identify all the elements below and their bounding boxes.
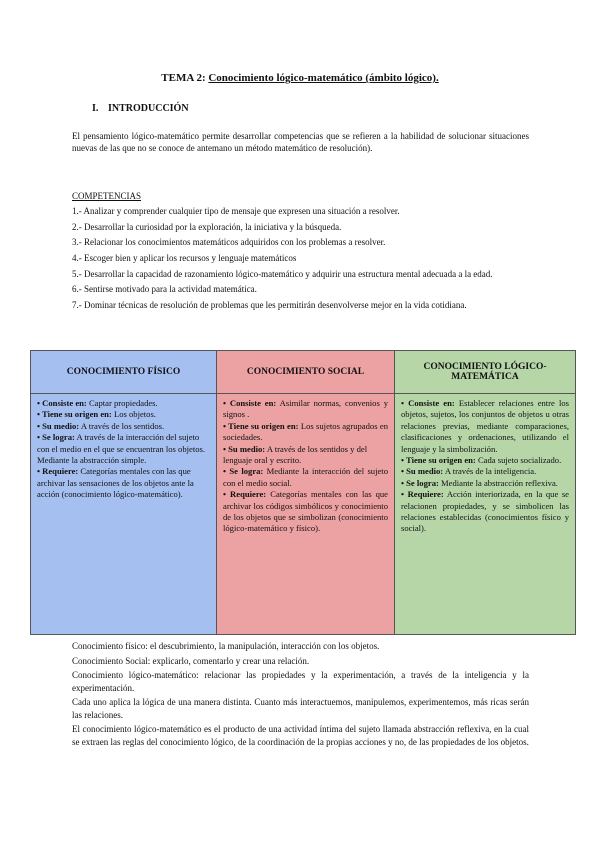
- logico-medio: • Su medio: A través de la inteligencia.: [401, 466, 537, 477]
- section-heading: [92, 103, 189, 114]
- knowledge-table: [30, 350, 576, 635]
- list-item: 6.- Sentirse motivado para la actividad matemática.: [72, 284, 257, 295]
- social-requiere: • Requiere: Categorías mentales con las que archivar los códigos simbólicos y conocimiento de los objetos que se simbolizan (conocimiento lógico-matemático y físico).: [223, 489, 388, 534]
- cell-social: [217, 394, 395, 635]
- list-item: 1.- Analizar y comprender cualquier tipo de mensaje que expresen una situación a resolver.: [72, 206, 400, 216]
- note-item: El conocimiento lógico-matemático es el producto de una actividad íntima del sujeto llamada abstracción reflexiva, en la cual se extraen las reglas del conocimiento lógico, de la coordinación de la propias acciones y no, de las propiedades de los objetos.: [72, 724, 529, 747]
- social-consiste: • Consiste en: Asimilar normas, convenios y signos .: [223, 398, 388, 420]
- logico-logra: • Se logra: Mediante la abstracción reflexiva.: [401, 477, 558, 488]
- notes-list: [72, 640, 529, 750]
- social-origen: • Tiene su origen en: Los sujetos agrupados en sociedades.: [223, 420, 388, 443]
- list-item: 4.- Escoger bien y aplicar los recursos y lenguaje matemáticos: [72, 253, 297, 264]
- note-item: Cada uno aplica la lógica de una manera distinta. Cuanto más interactuemos, manipulemos, experimentemos, más ricas serán las relaciones.: [72, 697, 529, 720]
- list-item: 2.- Desarrollar la curiosidad por la exploración, la iniciativa y la búsqueda.: [72, 221, 342, 232]
- cell-logico: [395, 394, 576, 635]
- list-item: 3.- Relacionar los conocimientos matemáticos adquiridos con los problemas a resolver.: [72, 237, 386, 248]
- header-fisico: CONOCIMIENTO FÍSICO: [31, 351, 217, 394]
- competencias-heading: COMPETENCIAS: [72, 191, 142, 201]
- note-item: Conocimiento Social: explicarlo, comentarlo y crear una relación.: [72, 655, 310, 666]
- logico-origen: • Tiene su origen en: Cada sujeto socializado.: [401, 455, 562, 466]
- fisico-consiste: • Consiste en: Captar propiedades.: [37, 398, 158, 408]
- fisico-medio: • Su medio: A través de los sentidos.: [37, 420, 165, 431]
- intro-paragraph: El pensamiento lógico-matemático permite desarrollar competencias que se refieren a la habilidad de solucionar situaciones nuevas de las que no se conoce de antemano un método matemático de resolución).: [72, 131, 529, 154]
- list-item: 7.- Dominar técnicas de resolución de problemas que les permitirán desenvolverse mejor en la vida cotidiana.: [72, 300, 467, 311]
- section-number: I.: [92, 103, 99, 114]
- note-item: Conocimiento lógico-matemático: relacionar las propiedades y la experimentación, a través de la inteligencia y la experimentación.: [72, 670, 529, 693]
- header-social: CONOCIMIENTO SOCIAL: [217, 351, 395, 394]
- fisico-logra: • Se logra: A través de la interacción del sujeto con el medio en el que se encuentran los objetos. Mediante la abstracción simple.: [37, 432, 206, 466]
- title-prefix: TEMA 2:: [161, 72, 209, 84]
- header-logico: CONOCIMIENTO LÓGICO-MATEMÁTICA: [395, 351, 576, 394]
- list-item: 5.- Desarrollar la capacidad de razonamiento lógico-matemático y adquirir una estructura mental adecuada a la edad.: [72, 268, 493, 279]
- fisico-origen: • Tiene su origen en: Los objetos.: [37, 409, 156, 420]
- social-medio: • Su medio: A través de los sentidos y del lenguaje oral y escrito.: [223, 443, 368, 466]
- document-title: [0, 72, 600, 84]
- fisico-requiere: • Requiere: Categorías mentales con las que archivar las sensaciones de los objetos ante la acción (conocimiento lógico-matemático).: [37, 466, 194, 500]
- cell-fisico: [31, 394, 217, 635]
- title-text: Conocimiento lógico-matemático (ámbito lógico).: [208, 72, 439, 84]
- logico-consiste: • Consiste en: Establecer relaciones entre los objetos, sujetos, los conjuntos de objetos u otras relaciones previas, mediante comparaciones, clasificaciones y ordenaciones, utilizando el lenguaje y la simbolización.: [401, 398, 570, 454]
- section-label: INTRODUCCIÓN: [108, 103, 189, 114]
- note-item: Conocimiento físico: el descubrimiento, la manipulación, interacción con los objetos.: [72, 641, 380, 651]
- logico-requiere: • Requiere: Acción interiorizada, en la que se relacionen propiedades, y se simbolicen las relaciones establecidas (conocimientos físico y social).: [401, 489, 569, 534]
- social-logra: • Se logra: Mediante la interacción del sujeto con el medio social.: [223, 466, 388, 488]
- competencias-list: [72, 205, 529, 315]
